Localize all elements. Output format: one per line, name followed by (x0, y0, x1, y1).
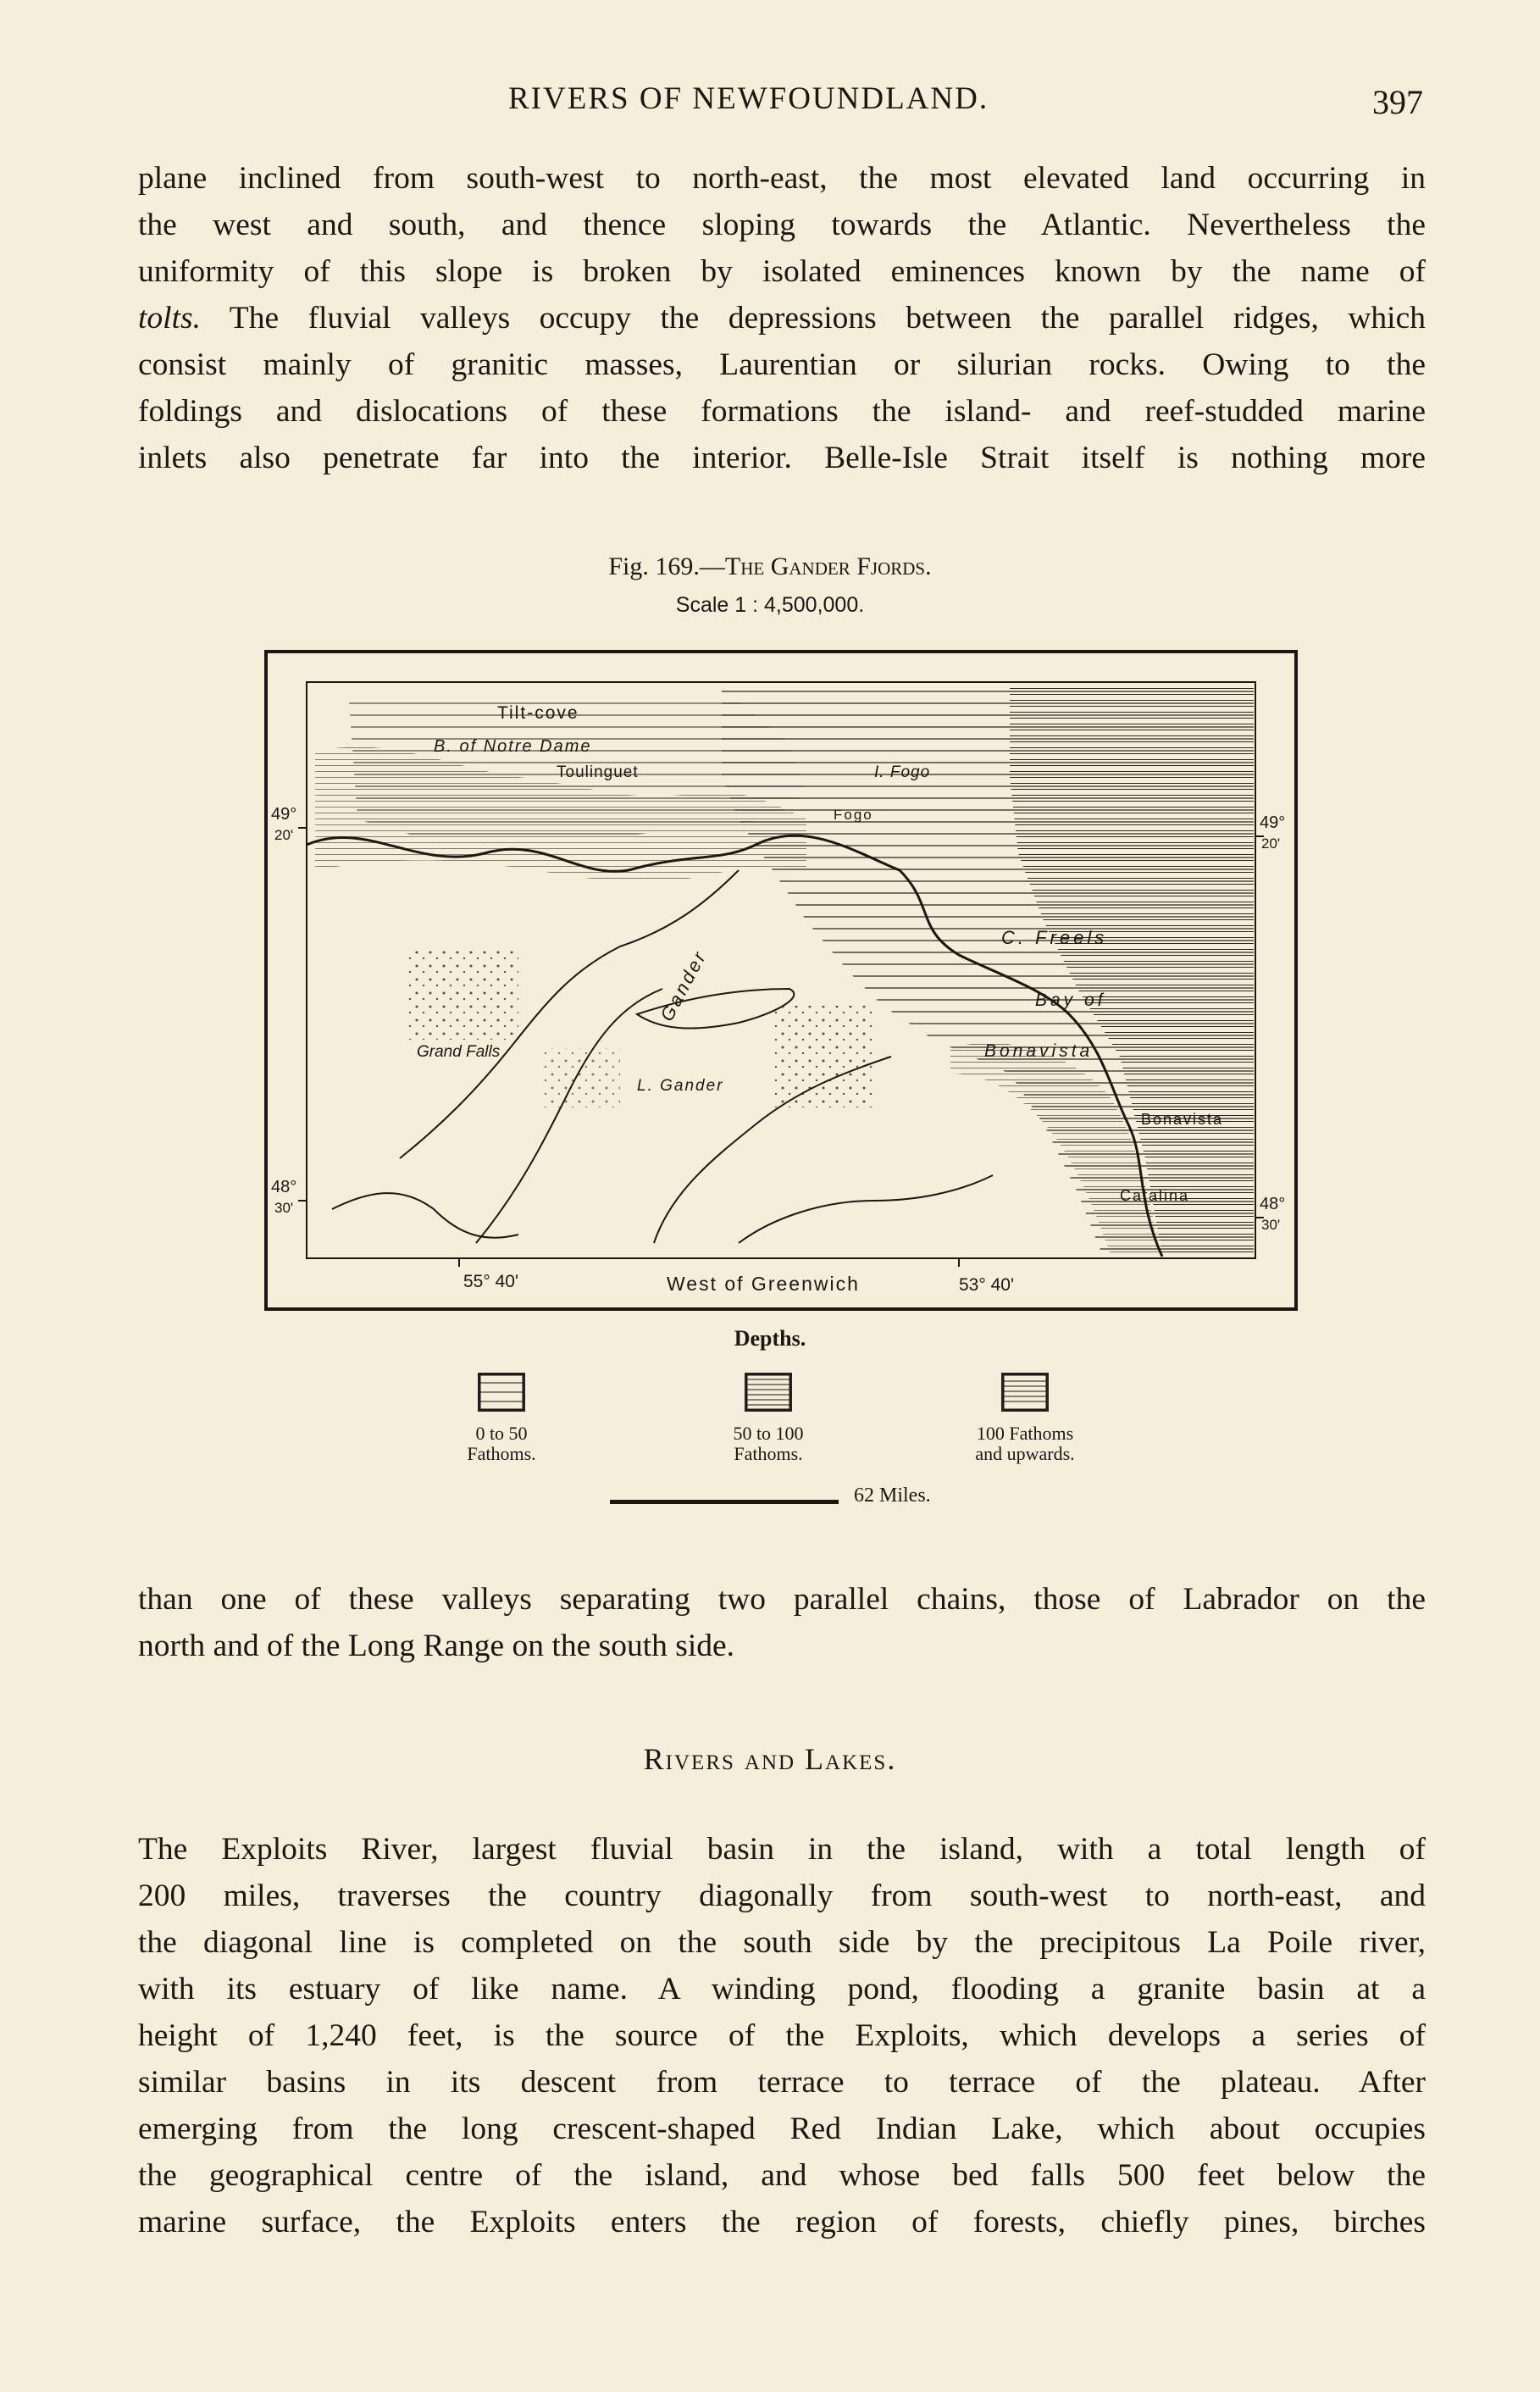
italic-term: tolts. (138, 301, 201, 336)
legend-label-line2: Fathoms. (734, 1443, 803, 1464)
page-number: 397 (1372, 83, 1423, 121)
dotted-area (773, 1006, 874, 1107)
legend-label-line1: 0 to 50 (475, 1423, 528, 1444)
figure-caption (0, 552, 1540, 581)
swatch-100-plus (1001, 1373, 1049, 1412)
legend-item-50-100 (675, 1373, 861, 1464)
text-line: marine surface, the Exploits enters the region of forests, chiefly pines, birches (138, 2205, 1426, 2239)
label-lat-49-right: 49° (1260, 813, 1286, 832)
label-tilt-cove: Tilt-cove (497, 703, 579, 723)
legend-label-line2: and upwards. (975, 1443, 1075, 1464)
label-bonavista-bay: Bonavista (984, 1041, 1094, 1061)
figure-caption-prefix: Fig. 169.— (608, 552, 725, 580)
text-line: uniformity of this slope is broken by isolated eminences known by the name of (138, 254, 1426, 289)
legend-title: Depths. (734, 1326, 806, 1351)
text-line: consist mainly of granitic masses, Laurentian or silurian rocks. Owing to the (138, 347, 1426, 382)
label-catalina: Catalina (1120, 1187, 1190, 1204)
legend-label-line2: Fathoms. (467, 1443, 536, 1464)
paragraph-3 (138, 1826, 1426, 2245)
text-line: plane inclined from south-west to north-east, the most elevated land occurring in (138, 161, 1426, 196)
running-head: RIVERS OF NEWFOUNDLAND. (508, 81, 989, 116)
text-line: than one of these valleys separating two parallel chains, those of Labrador on the (138, 1582, 1426, 1617)
text-line: inlets also penetrate far into the interior. Belle-Isle Strait itself is nothing more (138, 441, 1426, 475)
label-bonavista: Bonavista (1141, 1111, 1224, 1128)
label-lat-48-left: 48° (271, 1178, 297, 1196)
label-grand-falls: Grand Falls (417, 1043, 501, 1061)
text-line: height of 1,240 feet, is the source of the Exploits, which develops a series of (138, 2018, 1426, 2053)
label-c-freels: C. Freels (1001, 927, 1108, 948)
scale-bar-label: 62 Miles. (854, 1485, 931, 1507)
map-svg (264, 650, 1298, 1311)
text-line: the diagonal line is completed on the south side by the precipitous La Poile river, (138, 1925, 1426, 1960)
text-line: foldings and dislocations of these formations the island- and reef-studded marine (138, 394, 1426, 429)
label-lat-48-right: 48° (1260, 1195, 1286, 1213)
label-l-gander: L. Gander (637, 1077, 724, 1095)
text-line: similar basins in its descent from terrace to terrace of the plateau. After (138, 2065, 1426, 2100)
label-lat-49-min-left: 20' (274, 827, 294, 843)
label-lat-48-min-left: 30' (274, 1200, 294, 1216)
scale-bar (610, 1500, 839, 1504)
text-line: with its estuary of like name. A winding pond, flooding a granite basin at a (138, 1972, 1426, 2006)
page-header (136, 80, 1423, 131)
label-lat-48-min-right: 30' (1261, 1217, 1281, 1233)
legend-item-0-50 (408, 1373, 595, 1464)
swatch-50-100 (745, 1373, 792, 1412)
label-toulinguet: Toulinguet (557, 763, 639, 781)
text-line: the geographical centre of the island, and whose bed falls 500 feet below the (138, 2158, 1426, 2193)
paragraph-1 (138, 155, 1426, 481)
dotted-area (544, 1048, 620, 1107)
text-line: tolts. The fluvial valleys occupy the depressions between the parallel ridges, which (138, 301, 1426, 336)
legend-label-line1: 50 to 100 (733, 1423, 804, 1444)
figure-scale: Scale 1 : 4,500,000. (675, 593, 865, 617)
river (739, 1175, 993, 1243)
text-line: 200 miles, traverses the country diagonally from south-west to north-east, and (138, 1879, 1426, 1913)
section-heading: Rivers and Lakes. (643, 1742, 897, 1776)
label-fogo: Fogo (834, 807, 873, 823)
dotted-area (408, 946, 518, 1040)
legend-label-line1: 100 Fathoms (976, 1423, 1074, 1444)
label-lon-west: 55° 40' (463, 1272, 518, 1291)
label-lat-49-min-right: 20' (1261, 835, 1281, 852)
label-notre-dame: B. of Notre Dame (434, 737, 592, 756)
text-line: north and of the Long Range on the south side. (138, 1629, 735, 1663)
text-line: The Exploits River, largest fluvial basin in the island, with a total length of (138, 1832, 1426, 1867)
label-i-fogo: I. Fogo (874, 763, 931, 781)
paragraph-2 (138, 1576, 1426, 1669)
map-figure (264, 650, 1298, 1311)
legend-item-100-plus (932, 1373, 1118, 1464)
label-lon-east: 53° 40' (959, 1275, 1014, 1295)
river (332, 1193, 518, 1238)
label-west-of-greenwich: West of Greenwich (667, 1273, 860, 1295)
label-bay-of: Bay of (1035, 991, 1106, 1010)
label-lat-49-left: 49° (271, 805, 297, 824)
text-line: the west and south, and thence sloping towards the Atlantic. Nevertheless the (138, 208, 1426, 242)
text-line: emerging from the long crescent-shaped Red Indian Lake, which about occupies (138, 2112, 1426, 2146)
figure-caption-title: The Gander Fjords. (724, 552, 932, 580)
swatch-0-50 (478, 1373, 525, 1412)
label-gander-bay: Gander (656, 946, 712, 1025)
